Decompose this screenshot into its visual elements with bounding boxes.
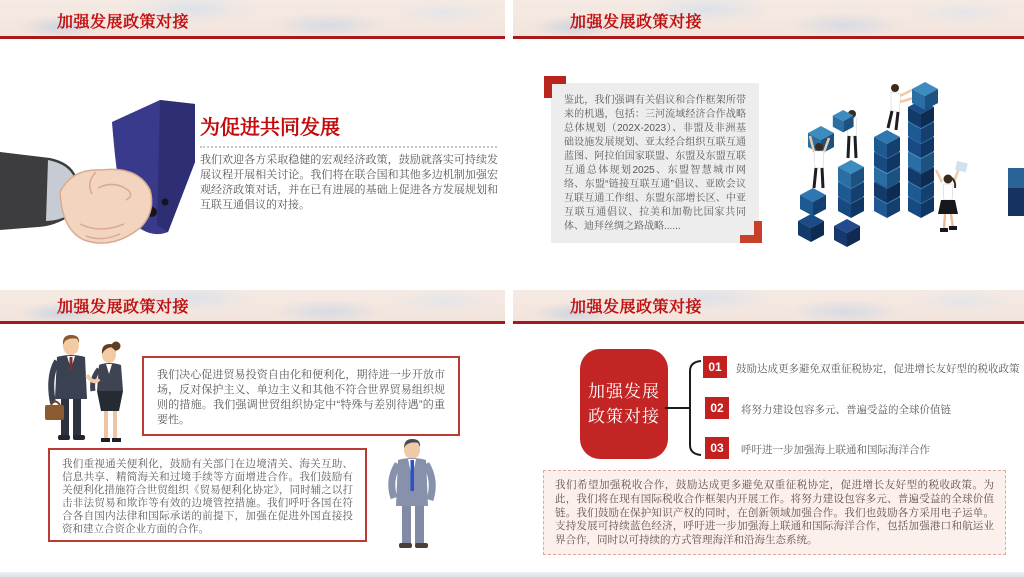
item-number-badge: 02 <box>705 397 729 419</box>
business-couple-illustration <box>33 333 137 447</box>
slide-header-title: 加强发展政策对接 <box>570 299 703 316</box>
header-divider-line <box>0 36 505 39</box>
cropped-cube-column-dark <box>1008 188 1024 216</box>
slide-top-right[interactable] <box>513 0 1024 283</box>
cube-stacking-illustration <box>796 78 996 254</box>
center-topic-line1: 加强发展 <box>588 381 660 401</box>
slide-header-title: 加强发展政策对接 <box>570 14 703 31</box>
text-box-customs: 我们重视通关便利化，鼓励有关部门在边境清关、海关互助、信息共享、精简海关和过境手续等方面增进合作。我们鼓励有关便利化措施符合世贸组织《贸易便利化协定》，同时辅之以打击非法贸易和欺诈等有效的边境管控措施。我们呼吁各国在符合各自国内法律和国际承诺的前提下，加强在促进外国直接投资和建立合资企业方面的合作。 <box>48 448 367 542</box>
slide-bottom-left[interactable] <box>0 290 505 572</box>
header-divider-line <box>0 321 505 324</box>
item-number-badge: 03 <box>705 437 729 459</box>
text-box-trade: 我们决心促进贸易投资自由化和便利化，期待进一步开放市场，反对保护主义、单边主义和其他不符合世界贸易组织规则的措施。我们强调世贸组织协定中“特殊与差别待遇”的重要性。 <box>142 356 460 436</box>
cropped-cube-column <box>1008 168 1024 188</box>
summary-text-box: 我们希望加强税收合作，鼓励达成更多避免双重征税协定，促进增长友好型的税收政策。为此，我们将在现有国际税收合作框架内开展工作。将努力建设包容多元、普遍受益的全球价值链。我们鼓励在保护知识产权的同时，在创新领域加强合作。我们也鼓励各方采用电子运单。支持发展可持续蓝色经济，呼吁进一步加强海上联通和国际海洋合作，包括加强港口和航运业界合作，同时以可持续的方式管理海洋和沿海生态系统。 <box>543 470 1006 555</box>
businessman-illustration <box>378 438 448 552</box>
center-topic-box <box>580 349 668 459</box>
slide-header-title: 加强发展政策对接 <box>57 14 190 31</box>
next-row-sliver <box>0 572 1024 577</box>
header-divider-line <box>513 36 1024 39</box>
handshake-illustration <box>0 100 195 275</box>
item-text: 将努力建设包容多元、普遍受益的全球价值链 <box>741 404 951 416</box>
item-number-badge: 01 <box>703 356 727 378</box>
slide-bottom-right[interactable] <box>513 290 1024 572</box>
item-text: 鼓励达成更多避免双重征税协定，促进增长友好型的税收政策 <box>736 363 1020 375</box>
slide-header-band <box>0 290 505 321</box>
center-topic-line2: 政策对接 <box>588 407 660 426</box>
corner-bracket-top-left <box>544 76 566 98</box>
slide-top-left[interactable] <box>0 0 505 283</box>
quote-box: 鉴此，我们强调有关倡议和合作框架所带来的机遇，包括：三河流域经济合作战略总体规划（202X-2023）、非盟及非洲基础设施发展规划、亚太经合组织互联互通蓝图、阿拉伯国家联盟、东盟及东盟互联互通总体规划2025、东盟智慧城市网络、东盟“链接互联互通”倡议、亚欧会议互联互通工作组、东盟东部增长区、中亚互联互通倡议、拉美和加勒比国家共同体、迪拜丝绸之路战略...... <box>551 83 759 243</box>
slide-header-band <box>513 0 1024 36</box>
slide-body-text: 我们欢迎各方采取稳健的宏观经济政策，鼓励就落实可持续发展议程开展相关讨论。我们将在联合国和其他多边机制加强宏观经济政策对话，并在已有进展的基础上促进各方发展规划和互联互通倡议的对接。 <box>200 154 498 211</box>
slide-header-title: 加强发展政策对接 <box>57 299 190 316</box>
corner-bracket-bottom-right <box>740 221 762 243</box>
header-divider-line <box>513 321 1024 324</box>
slide-header-band <box>0 0 505 36</box>
slide-header-band <box>513 290 1024 321</box>
item-text: 呼吁进一步加强海上联通和国际海洋合作 <box>741 444 930 456</box>
dotted-divider <box>200 146 497 148</box>
slide-title: 为促进共同发展 <box>200 117 340 139</box>
